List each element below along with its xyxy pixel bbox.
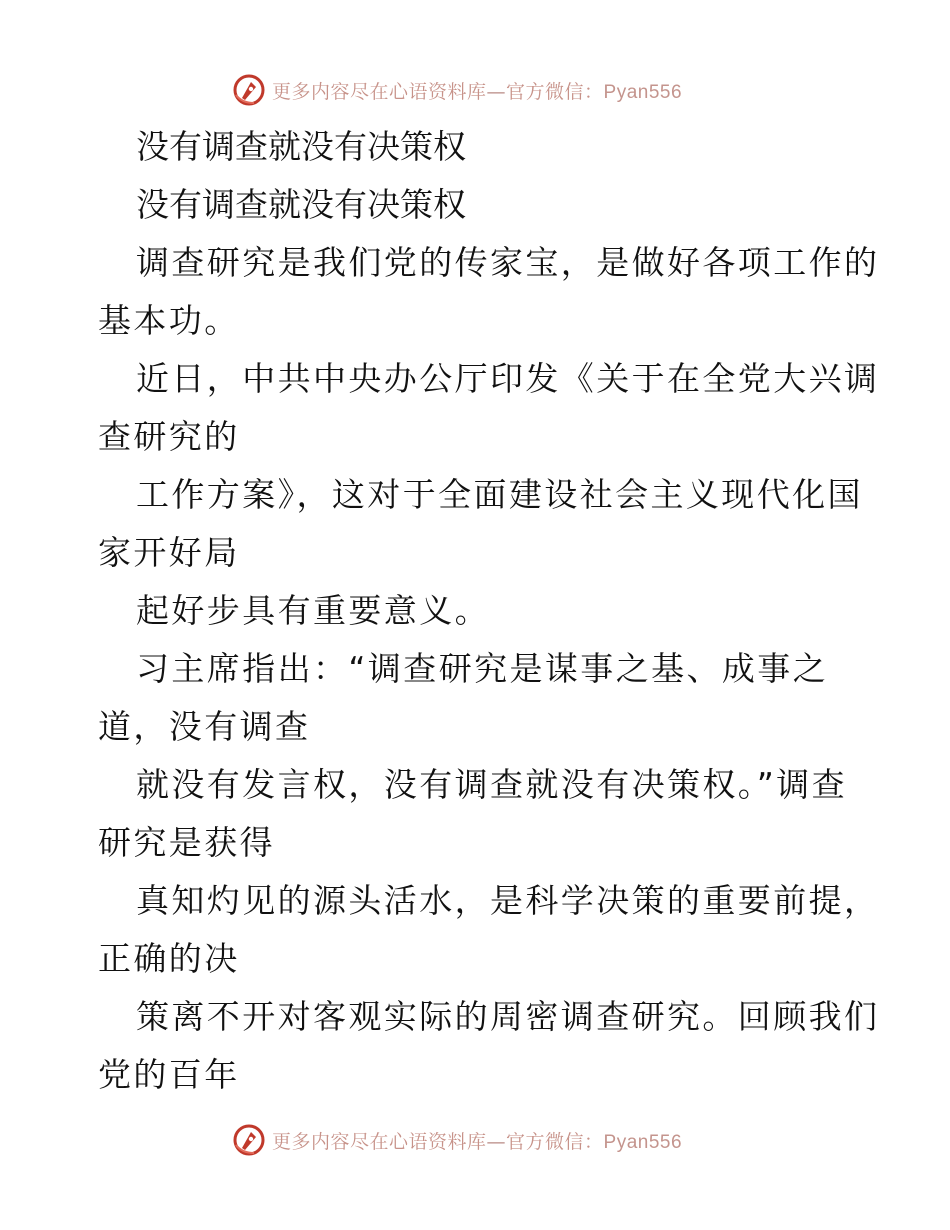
pen-nib-circle-icon	[232, 1123, 266, 1157]
paragraph-line: 党的百年	[98, 1055, 240, 1094]
paragraph-line: 家开好局	[98, 533, 240, 572]
banner-contact-label: 官方微信：	[506, 1130, 604, 1153]
pen-nib-circle-icon	[232, 73, 266, 107]
banner-separator: —	[486, 1130, 507, 1153]
header-banner	[232, 70, 682, 110]
banner-text	[272, 1127, 682, 1154]
paragraph-line: 就没有发言权，没有调查就没有决策权。”调查	[136, 765, 847, 804]
document-subtitle: 没有调查就没有决策权	[136, 185, 466, 224]
paragraph-line: 真知灼见的源头活水，是科学决策的重要前提，	[136, 881, 880, 920]
banner-site-text: 更多内容尽在心语资料库	[272, 80, 487, 103]
banner-site-text: 更多内容尽在心语资料库	[272, 1130, 487, 1153]
paragraph-line: 基本功。	[98, 301, 240, 340]
banner-contact-handle: Pyan556	[603, 1131, 683, 1153]
paragraph-line: 正确的决	[98, 939, 240, 978]
banner-contact-label: 官方微信：	[506, 80, 604, 103]
paragraph-line: 策离不开对客观实际的周密调查研究。回顾我们	[136, 997, 880, 1036]
banner-contact-handle: Pyan556	[603, 81, 683, 103]
paragraph-line: 起好步具有重要意义。	[136, 591, 490, 630]
footer-banner	[232, 1120, 682, 1160]
paragraph-line: 近日，中共中央办公厅印发《关于在全党大兴调	[136, 359, 880, 398]
paragraph-line: 调查研究是我们党的传家宝，是做好各项工作的	[136, 243, 880, 282]
banner-separator: —	[486, 80, 507, 103]
paragraph-line: 查研究的	[98, 417, 240, 456]
document-title: 没有调查就没有决策权	[136, 127, 466, 166]
paragraph-line: 道，没有调查	[98, 707, 311, 746]
banner-text	[272, 77, 682, 104]
document-body	[98, 118, 880, 1104]
paragraph-line: 工作方案》，这对于全面建设社会主义现代化国	[136, 475, 863, 514]
paragraph-line: 研究是获得	[98, 823, 275, 862]
paragraph-line: 习主席指出：“调查研究是谋事之基、成事之	[136, 649, 829, 688]
